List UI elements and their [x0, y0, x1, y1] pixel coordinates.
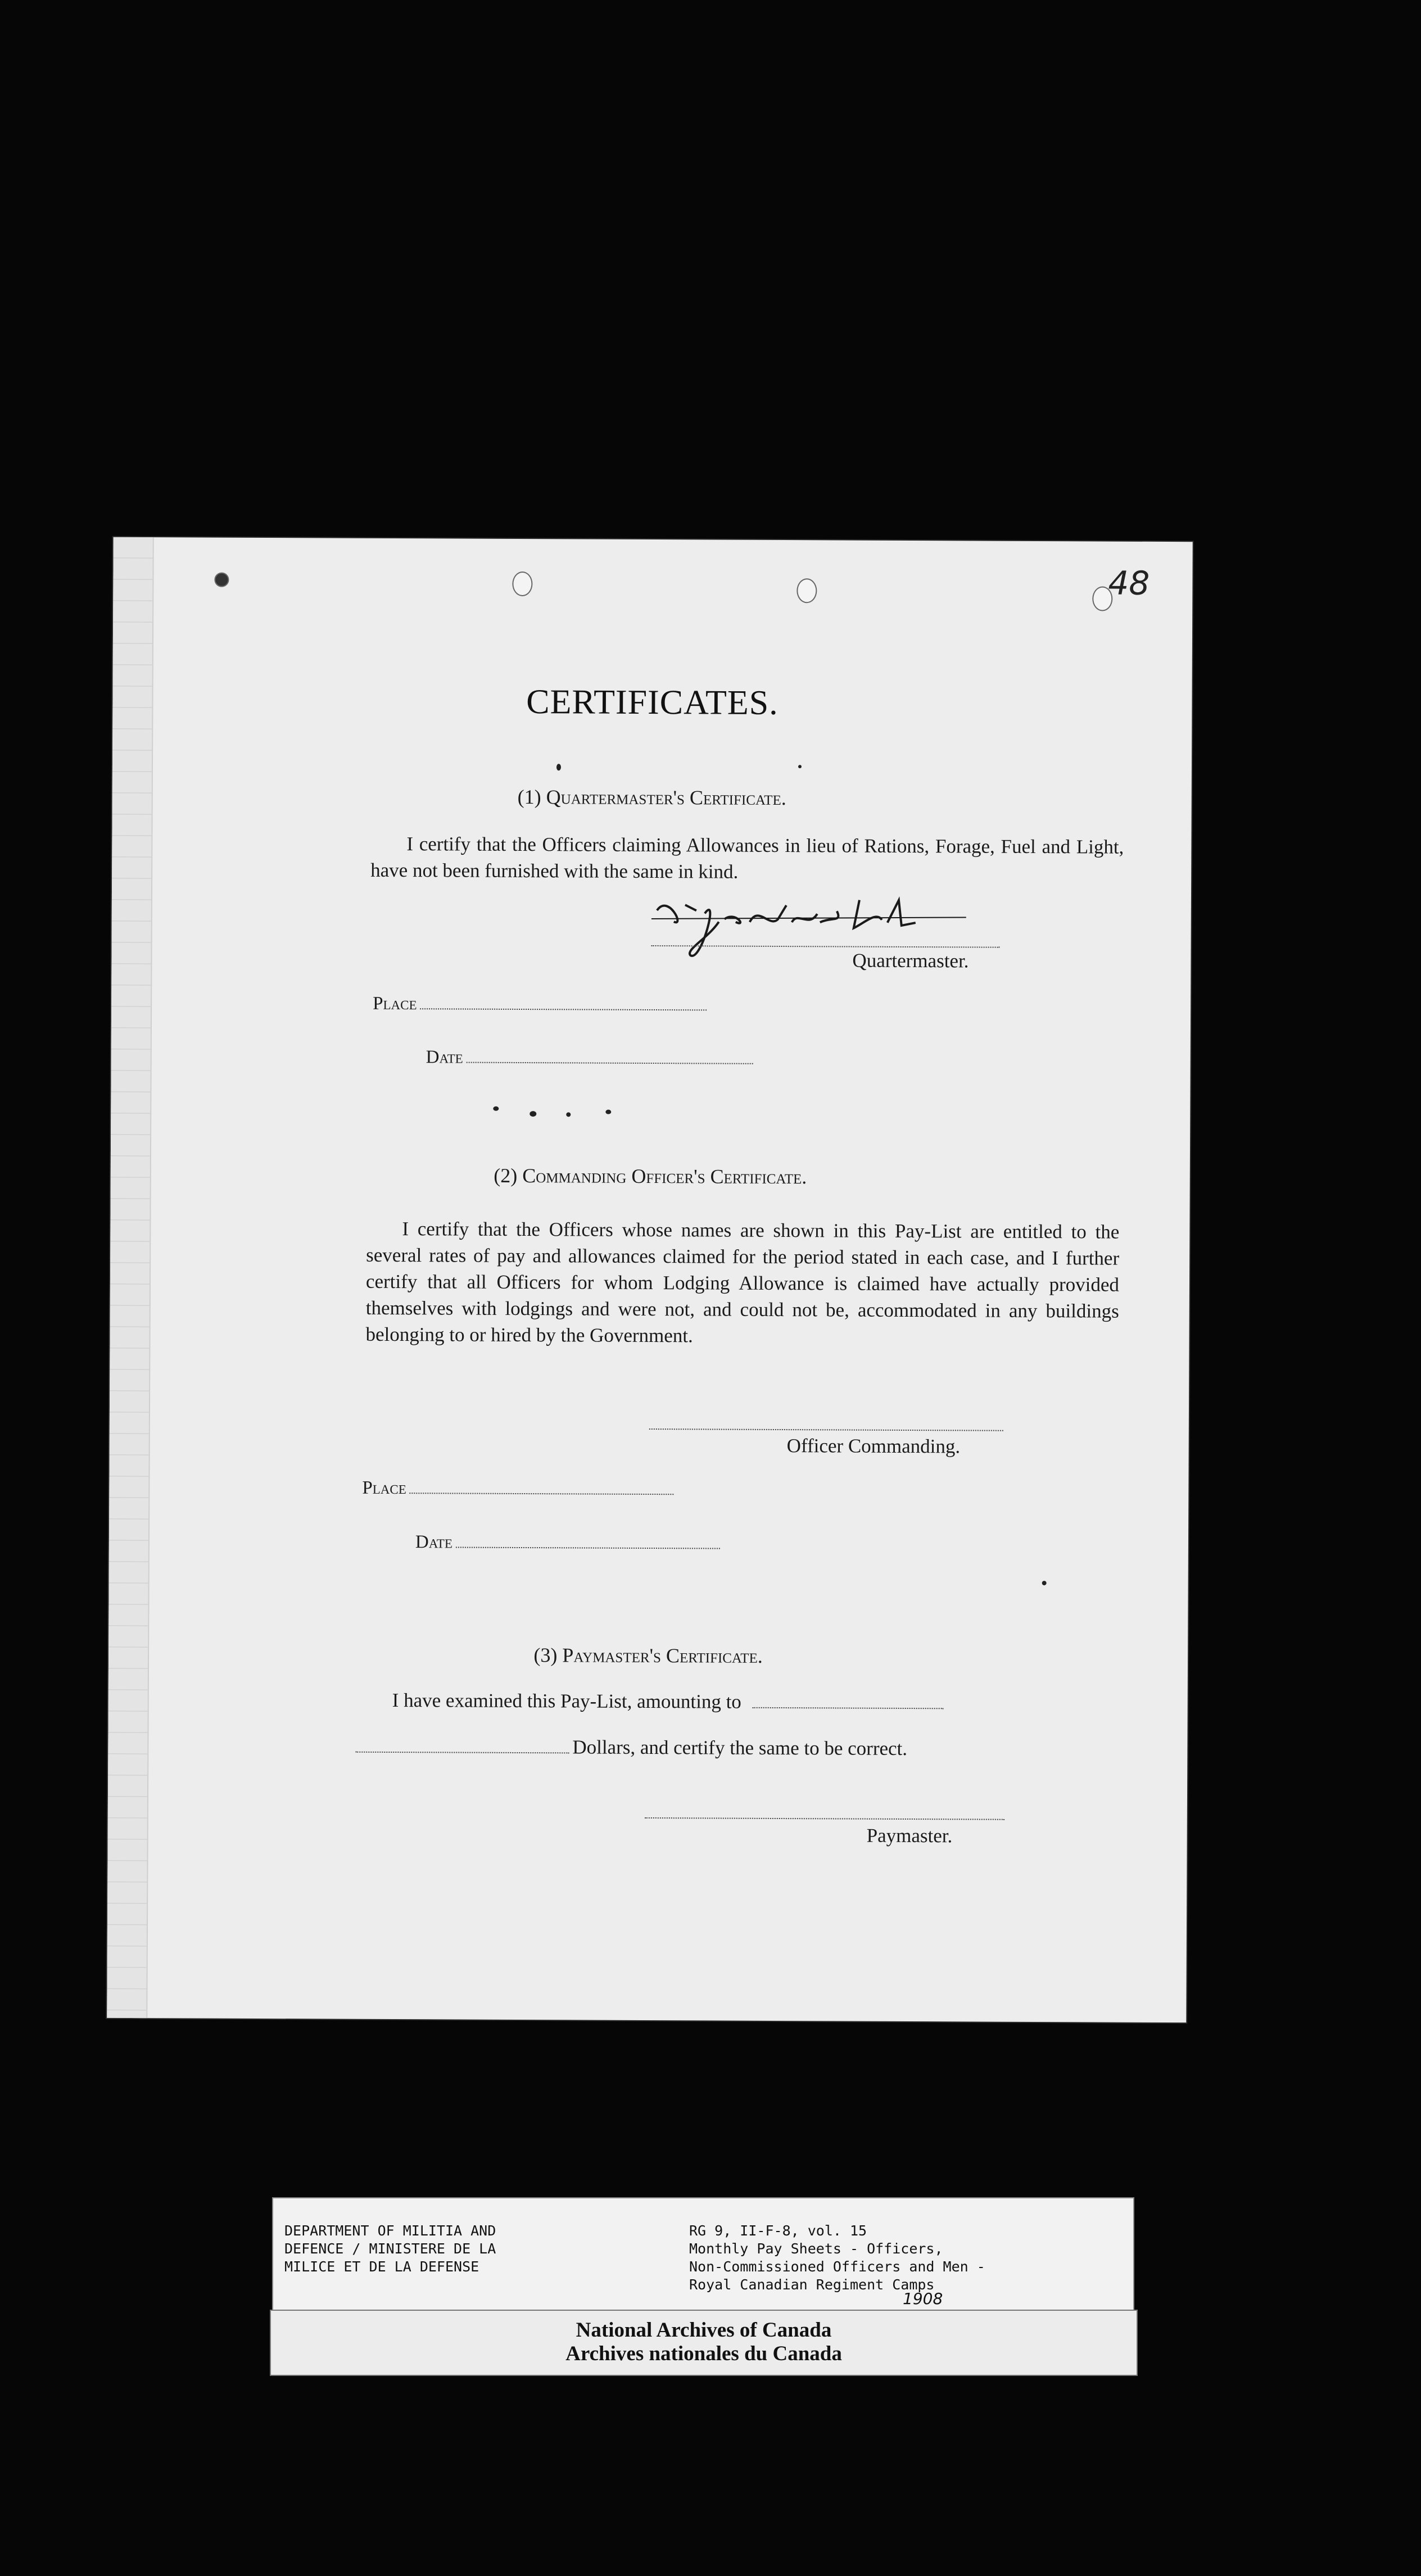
scan-speck: [493, 1106, 499, 1111]
paymaster-label: Paymaster.: [866, 1824, 953, 1847]
scan-speck: [530, 1111, 536, 1117]
quartermaster-heading: (1) Quartermaster's Certificate.: [517, 785, 786, 810]
officer-commanding-label: Officer Commanding.: [786, 1435, 961, 1458]
commanding-officer-date-field: [415, 1532, 720, 1554]
archive-reference-label: [273, 2198, 1133, 2311]
folio-number: 48: [1108, 564, 1150, 602]
quartermaster-text: I certify that the Officers claiming Allowances in lieu of Rations, Forage, Fuel and Light, have not been furnished with the same in kind.: [370, 833, 1124, 883]
punch-hole: [797, 578, 817, 603]
place-label: Place: [362, 1477, 406, 1499]
commanding-officer-place-field: [362, 1478, 674, 1500]
paymaster-dollars-row: [355, 1735, 907, 1760]
page-title: CERTIFICATES.: [526, 683, 779, 722]
reference-line: Non-Commissioned Officers and Men -: [689, 2258, 985, 2275]
amount-line: [753, 1705, 944, 1709]
quartermaster-place-field: [373, 994, 707, 1016]
place-line: [410, 1490, 674, 1495]
reference-line: Royal Canadian Regiment Camps: [689, 2276, 935, 2293]
reference-line: Monthly Pay Sheets - Officers,: [689, 2241, 943, 2257]
archives-name-fr: Archives nationales du Canada: [565, 2342, 842, 2365]
quartermaster-label: Quartermaster.: [852, 949, 969, 972]
scan-speck: [1042, 1581, 1047, 1585]
date-line: [456, 1544, 720, 1549]
dollars-line: [355, 1749, 569, 1754]
place-line: [420, 1006, 707, 1010]
date-label: Date: [426, 1047, 463, 1068]
paymaster-line2: Dollars, and certify the same to be correct.: [572, 1736, 908, 1760]
paymaster-signature-line: [645, 1816, 1004, 1820]
archives-banner: [271, 2311, 1137, 2375]
date-line: [467, 1060, 753, 1064]
quartermaster-date-field: [426, 1047, 753, 1069]
ruled-margin: [107, 537, 153, 2018]
scan-speck: [566, 1112, 571, 1117]
commanding-officer-heading: (2) Commanding Officer's Certificate.: [494, 1164, 807, 1189]
place-label: Place: [373, 993, 417, 1014]
scan-speck: [605, 1110, 611, 1114]
date-label: Date: [415, 1532, 453, 1553]
commanding-officer-signature-line: [649, 1427, 1003, 1431]
reference-line: RG 9, II-F-8, vol. 15: [689, 2223, 867, 2239]
reference-block: [689, 2222, 985, 2294]
certificate-page: [107, 537, 1192, 2022]
paymaster-line1: I have examined this Pay-List, amounting to: [392, 1689, 741, 1713]
department-name: DEPARTMENT OF MILITIA AND DEFENCE / MINISTERE DE LA MILICE ET DE LA DEFENSE: [284, 2223, 496, 2275]
handwritten-year: 1908: [903, 2289, 943, 2308]
paymaster-amount-row: [392, 1689, 944, 1714]
archives-name-en: National Archives of Canada: [576, 2319, 832, 2342]
punch-hole: [512, 572, 532, 596]
commanding-officer-text: I certify that the Officers whose names are shown in this Pay-List are entitled to the several rates of pay and allowances claimed for the period stated in each case, and I further certify that all Officers for whom Lodging Allowance is claimed have actually provided themselves with lodgings and were not, and could not be, accommodated in any buildings belonging to or hired by the Government.: [365, 1218, 1120, 1347]
paymaster-heading: (3) Paymaster's Certificate.: [533, 1644, 763, 1667]
punch-hole: [214, 573, 229, 587]
scan-speck: [556, 764, 561, 770]
scan-speck: [798, 765, 802, 768]
